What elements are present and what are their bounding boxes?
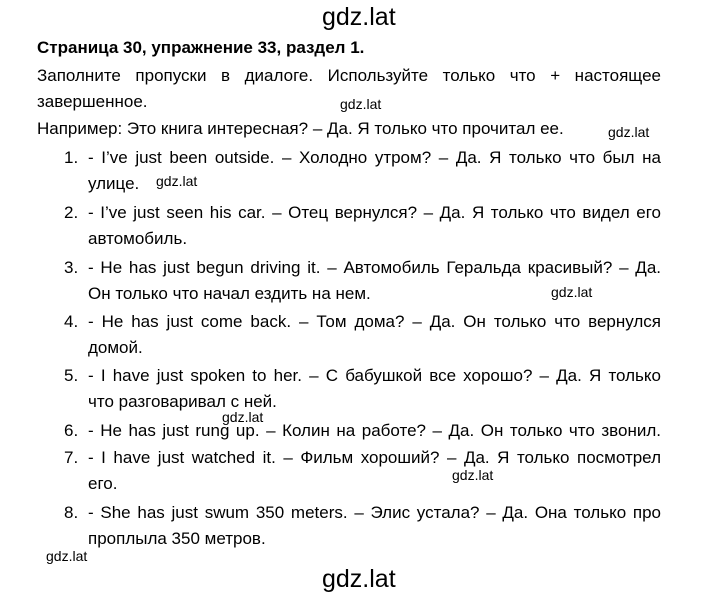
item-line-2: улице. — [88, 174, 140, 193]
item-number: 8. — [64, 503, 79, 522]
item-number: 7. — [64, 448, 79, 467]
watermark-top: gdz.lat — [322, 3, 396, 31]
item-line-1: - He has just begun driving it. – Автомобиль Геральда красивый? – Да. — [88, 258, 661, 277]
watermark-small: gdz.lat — [156, 173, 198, 189]
item-line-1: - He has just come back. – Том дома? – Да. Он только что вернулся — [88, 312, 661, 331]
example-line: Например: Это книга интересная? – Да. Я только что прочитал ее. — [37, 119, 564, 138]
instruction-line-1: Заполните пропуски в диалоге. Используйте только что + настоящее — [37, 66, 661, 85]
item-line-1: - I’ve just seen his car. – Отец вернулся? – Да. Я только что видел его — [88, 203, 661, 222]
item-line-2: проплыла 350 метров. — [88, 529, 266, 548]
item-number: 6. — [64, 421, 79, 440]
item-number: 4. — [64, 312, 79, 331]
item-line-2: его. — [88, 474, 118, 493]
page-heading: Страница 30, упражнение 33, раздел 1. — [37, 38, 365, 57]
watermark-small: gdz.lat — [551, 284, 593, 300]
item-line-1: - He has just rung up. – Колин на работе? – Да. Он только что звонил. — [88, 421, 661, 440]
item-line-2: Он только что начал ездить на нем. — [88, 284, 371, 303]
item-line-1: - I have just spoken to her. – С бабушкой все хорошо? – Да. Я только — [88, 366, 661, 385]
item-line-1: - I’ve just been outside. – Холодно утром? – Да. Я только что был на — [88, 148, 661, 167]
watermark-small: gdz.lat — [452, 467, 494, 483]
item-line-2: что разговаривал с ней. — [88, 392, 277, 411]
watermark-small: gdz.lat — [46, 548, 88, 564]
watermark-small: gdz.lat — [222, 409, 264, 425]
watermark-bottom: gdz.lat — [322, 565, 396, 593]
item-number: 2. — [64, 203, 79, 222]
item-line-2: домой. — [88, 338, 143, 357]
item-number: 1. — [64, 148, 79, 167]
item-number: 3. — [64, 258, 79, 277]
watermark-small: gdz.lat — [608, 124, 650, 140]
item-number: 5. — [64, 366, 79, 385]
item-line-1: - She has just swum 350 meters. – Элис устала? – Да. Она только про — [88, 503, 661, 522]
item-line-1: - I have just watched it. – Фильм хороший? – Да. Я только посмотрел — [88, 448, 661, 467]
item-line-2: автомобиль. — [88, 229, 188, 248]
watermark-small: gdz.lat — [340, 96, 382, 112]
instruction-line-2: завершенное. — [37, 92, 148, 111]
